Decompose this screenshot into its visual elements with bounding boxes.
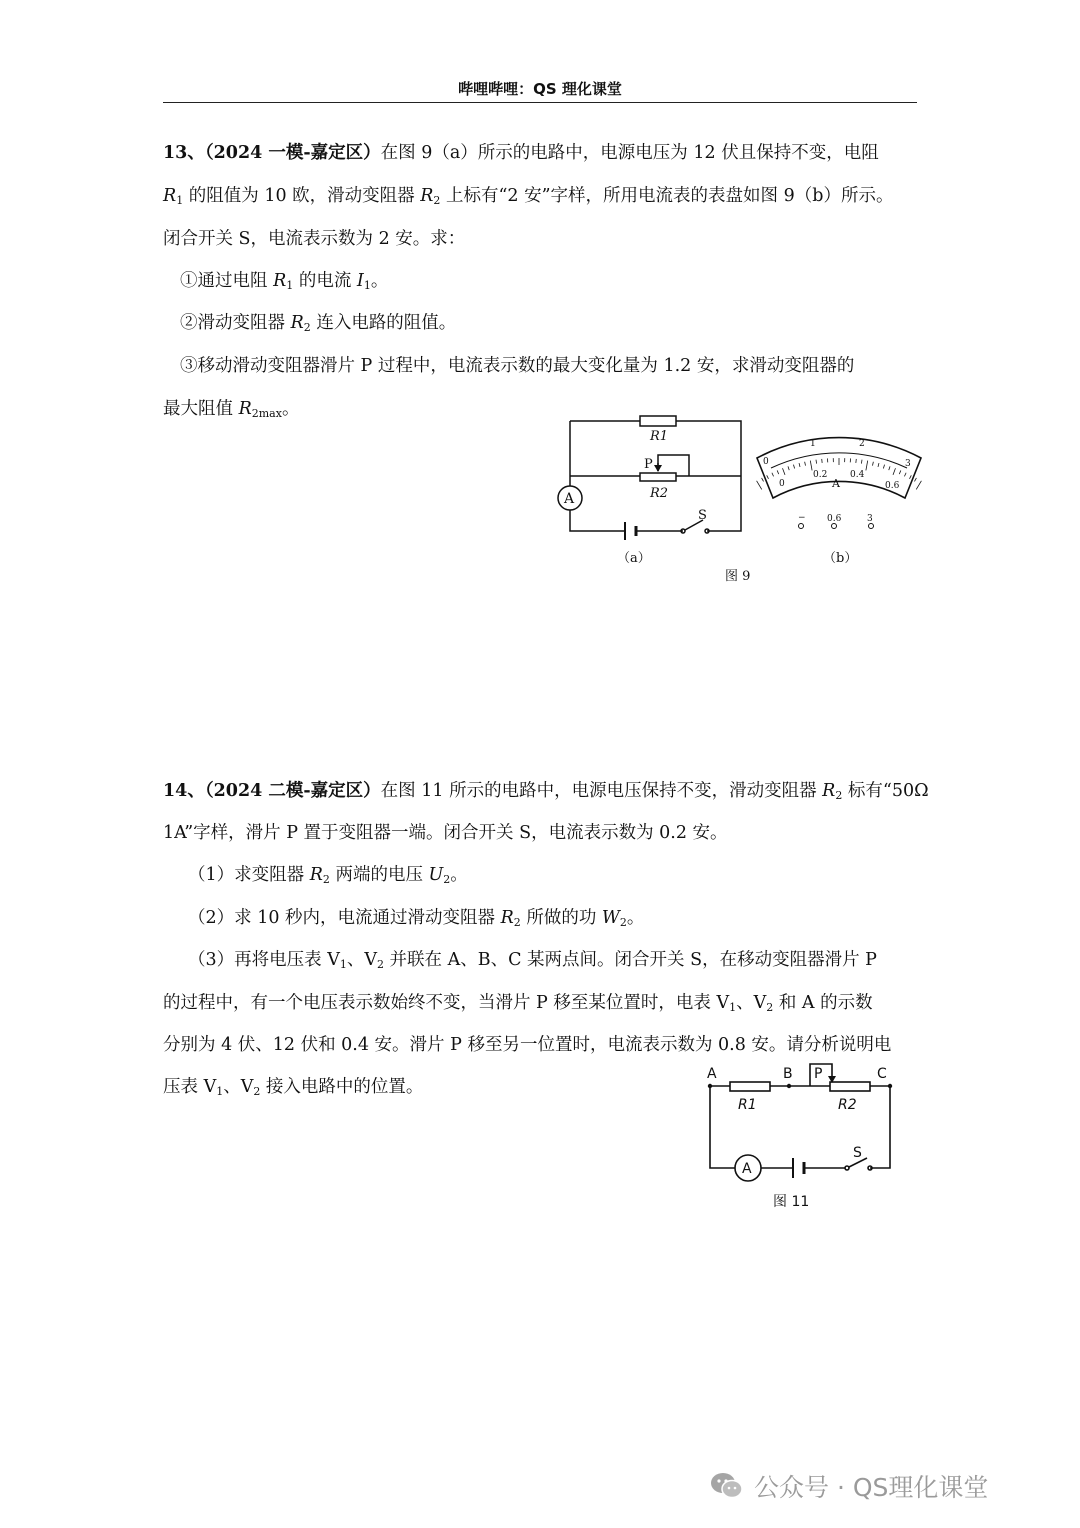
caption-a: （a） bbox=[617, 551, 651, 566]
dial-tick bbox=[872, 462, 873, 466]
r1-label-11: R1 bbox=[738, 1097, 757, 1113]
r2-resistor-11 bbox=[830, 1082, 870, 1091]
dial-tick bbox=[772, 473, 774, 477]
r2-resistor bbox=[640, 473, 676, 481]
figure-11-caption: 图 11 bbox=[773, 1194, 810, 1210]
caption-b: （b） bbox=[823, 551, 858, 566]
watermark-text: 公众号 · QS理化课堂 bbox=[754, 1473, 989, 1502]
r2-label: R2 bbox=[650, 486, 669, 501]
dial-tick bbox=[757, 481, 762, 490]
dial-top-1: 1 bbox=[810, 439, 816, 449]
dial-tick bbox=[777, 470, 779, 474]
dial-tick bbox=[816, 460, 817, 464]
dial-tick bbox=[893, 468, 895, 475]
q13-line-1: 13、（2024 一模-嘉定区）在图 9（a）所示的电路中，电源电压为 12 伏且保持不变，电阻 bbox=[163, 143, 879, 163]
r1-resistor-11 bbox=[730, 1082, 770, 1091]
watermark bbox=[710, 1466, 1055, 1506]
switch-label-11: S bbox=[853, 1145, 862, 1161]
dial-tick bbox=[866, 461, 868, 471]
header-title: 哔哩哔哩：QS 理化课堂 bbox=[458, 80, 622, 98]
q13-sub-3-cont: 最大阻值 $R_{2max}$。 bbox=[163, 399, 300, 420]
terminal-06 bbox=[832, 524, 837, 529]
q14-tag: 14、（2024 二模-嘉定区） bbox=[163, 781, 381, 801]
q14-part-2: （2）求 10 秒内，电流通过滑动变阻器 $R_2$ 所做的功 $W_2$。 bbox=[188, 908, 645, 929]
terminal-06-label: 0.6 bbox=[827, 514, 842, 524]
q14-part-3-cont-1: 的过程中，有一个电压表示数始终不变，当滑片 P 移至某位置时，电表 $V_1$、$V_2$ 和 A 的示数 bbox=[163, 993, 873, 1014]
slider-p-label: P bbox=[644, 457, 653, 472]
node-c-label: C bbox=[877, 1066, 887, 1082]
dial-tick bbox=[904, 473, 906, 477]
terminal-3-label: 3 bbox=[867, 514, 873, 524]
dial-top-3: 3 bbox=[905, 459, 911, 469]
q14-part-3: （3）再将电压表 $V_1$、$V_2$ 并联在 A、B、C 某两点间。闭合开关 S，在移动变阻器滑片 P bbox=[188, 950, 877, 971]
dial-bottom-3: 0.6 bbox=[885, 481, 900, 491]
r1-label: R1 bbox=[650, 429, 669, 444]
dial-tick bbox=[909, 475, 911, 479]
page-header bbox=[163, 78, 917, 103]
dial-bottom-0: 0 bbox=[779, 479, 785, 489]
node-a-label: A bbox=[707, 1066, 717, 1082]
figure-11 bbox=[700, 1060, 905, 1220]
dial-tick bbox=[762, 478, 764, 482]
q13-sub-1: ①通过电阻 $R_1$ 的电流 $I_1$。 bbox=[180, 271, 389, 292]
q13-line-3: 闭合开关 S，电流表示数为 2 安。求： bbox=[163, 229, 466, 249]
ammeter-dial bbox=[757, 438, 922, 529]
dial-top-0: 0 bbox=[763, 457, 769, 467]
figure-9-caption: 图 9 bbox=[725, 569, 751, 584]
dial-tick bbox=[883, 465, 884, 469]
dial-tick bbox=[861, 460, 862, 464]
slider-p-label-11: P bbox=[814, 1066, 823, 1082]
dial-tick bbox=[899, 470, 901, 474]
dial-bottom-1: 0.2 bbox=[813, 470, 828, 480]
dial-tick bbox=[914, 478, 916, 482]
r2-label-11: R2 bbox=[838, 1097, 857, 1113]
figure-9 bbox=[545, 410, 935, 590]
dial-tick bbox=[783, 468, 785, 475]
terminal-neg bbox=[799, 524, 804, 529]
wechat-icon bbox=[710, 1471, 744, 1501]
dial-bottom-2: 0.4 bbox=[850, 470, 865, 480]
q13-sub-2: ②滑动变阻器 $R_2$ 连入电路的阻值。 bbox=[180, 313, 457, 334]
dial-unit: A bbox=[832, 477, 840, 490]
terminal-3 bbox=[869, 524, 874, 529]
q13-sub-3: ③移动滑动变阻器滑片 P 过程中，电流表示数的最大变化量为 1.2 安，求滑动变阻器的 bbox=[180, 356, 855, 376]
dial-tick bbox=[788, 466, 789, 470]
dial-tick bbox=[889, 466, 890, 470]
dial-tick bbox=[810, 461, 812, 471]
q13-tag: 13、（2024 一模-嘉定区） bbox=[163, 143, 381, 163]
terminal-neg-label: − bbox=[798, 513, 806, 523]
dial-tick bbox=[878, 463, 879, 467]
dial-tick bbox=[805, 462, 806, 466]
dial-tick bbox=[793, 465, 794, 469]
q13-line-2: $R_1$ 的阻值为 10 欧，滑动变阻器 $R_2$ 上标有“2 安”字样，所用电流表的表盘如图 9（b）所示。 bbox=[163, 186, 894, 207]
dial-tick bbox=[916, 481, 921, 490]
r1-resistor bbox=[640, 416, 676, 426]
q14-part-3-cont-3: 压表 $V_1$、$V_2$ 接入电路中的位置。 bbox=[163, 1077, 424, 1098]
ammeter-label: A bbox=[564, 491, 575, 507]
q14-part-1: （1）求变阻器 $R_2$ 两端的电压 $U_2$。 bbox=[188, 865, 468, 886]
dial-top-2: 2 bbox=[859, 439, 865, 449]
node-b-label: B bbox=[783, 1066, 793, 1082]
ammeter-label-11: A bbox=[742, 1161, 752, 1177]
q14-part-3-cont-2: 分别为 4 伏、12 伏和 0.4 安。滑片 P 移至另一位置时，电流表示数为 0.8 安。请分析说明电 bbox=[163, 1035, 892, 1055]
switch-label: S bbox=[698, 508, 707, 523]
switch-icon-11 bbox=[845, 1166, 849, 1170]
q14-line-2: 1A”字样，滑片 P 置于变阻器一端。闭合开关 S，电流表示数为 0.2 安。 bbox=[163, 823, 728, 843]
dial-tick bbox=[799, 463, 800, 467]
q14-line-1: 14、（2024 二模-嘉定区）在图 11 所示的电路中，电源电压保持不变，滑动变阻器 $R_2$ 标有“50Ω bbox=[163, 781, 929, 802]
dial-tick bbox=[767, 475, 769, 479]
